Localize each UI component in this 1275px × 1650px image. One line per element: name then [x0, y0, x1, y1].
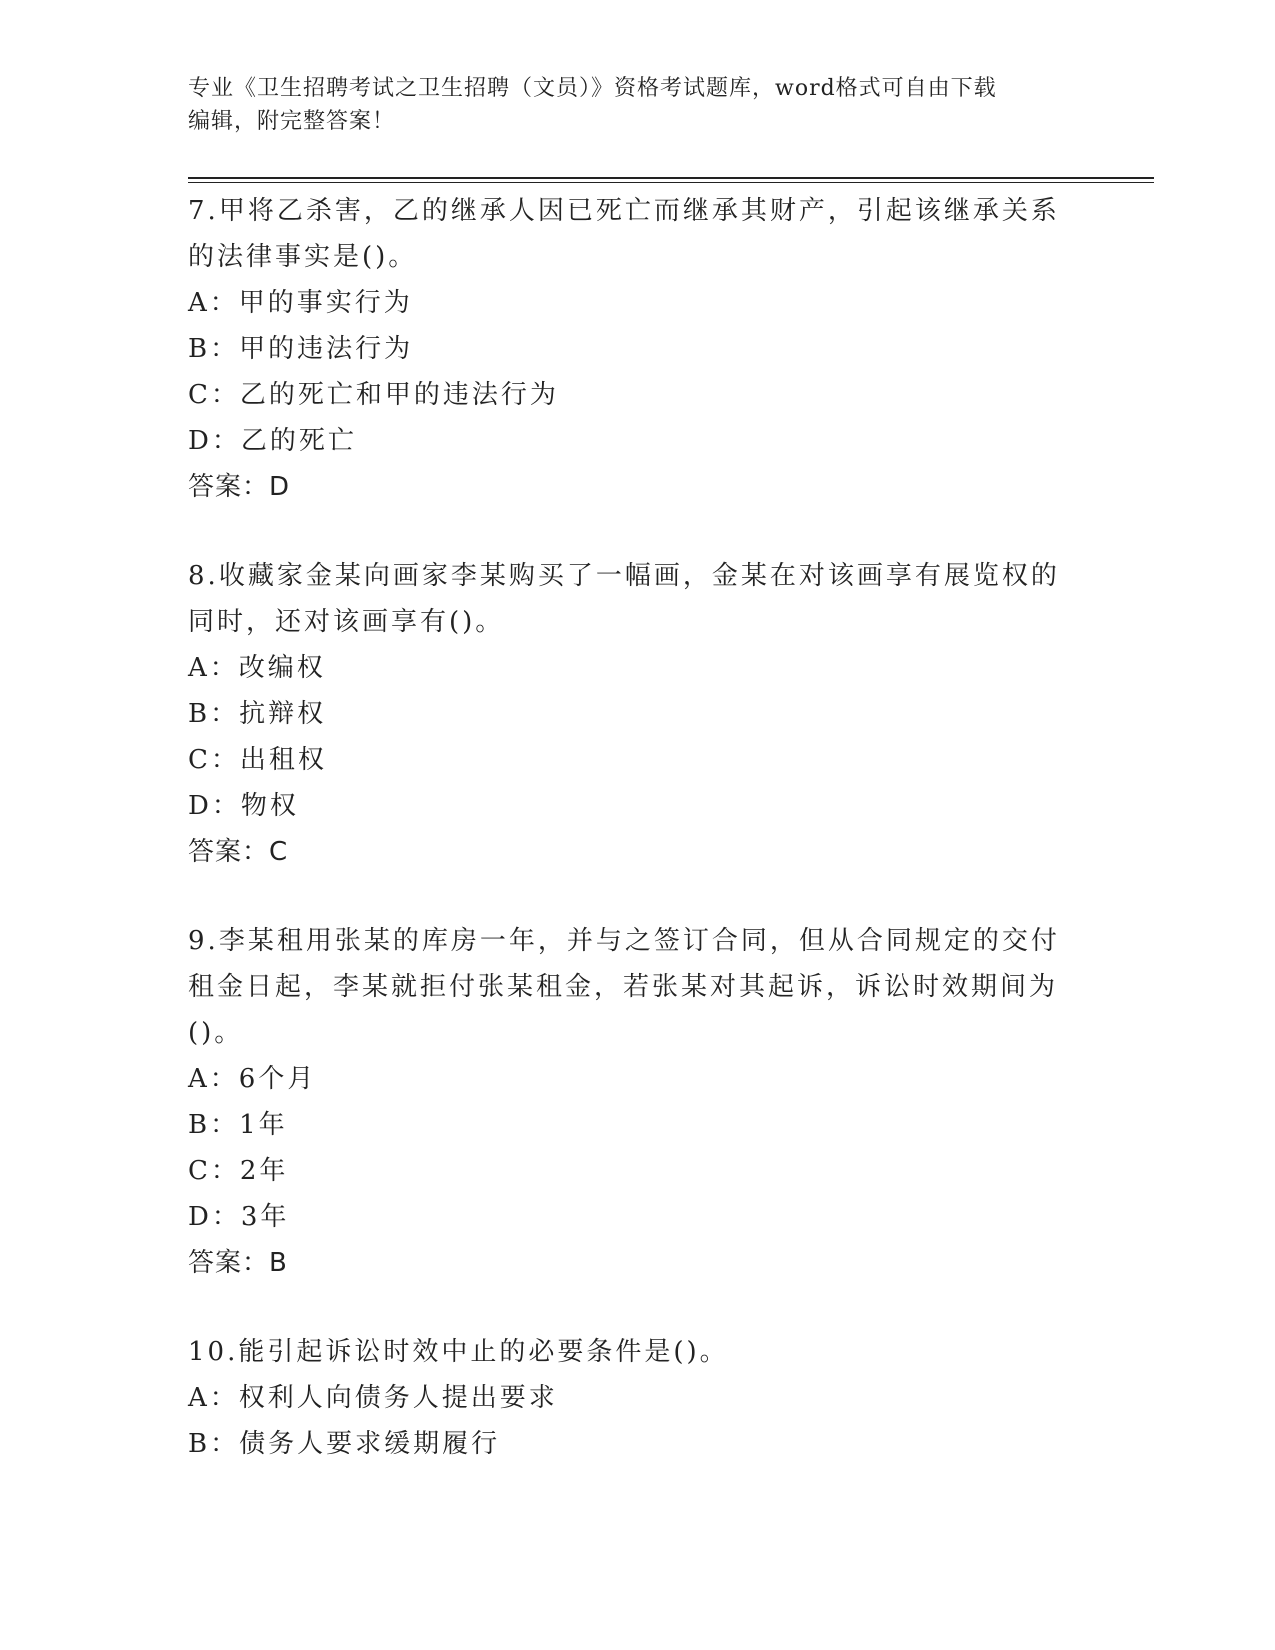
question-stem [188, 553, 1068, 645]
question-10 [188, 1329, 1068, 1467]
question-text-line-1: 收藏家金某向画家李某购买了一幅画，金某在对该画享有展览权的 [218, 561, 1060, 591]
header-divider-thick [188, 177, 1154, 179]
header-line-1: 专业《卫生招聘考试之卫生招聘（文员）》资格考试题库，word格式可自由下载 [188, 76, 997, 101]
question-text-line-2: 同时，还对该画享有()。 [188, 607, 505, 637]
option-a: A：6个月 [188, 1064, 317, 1094]
option-b: B：债务人要求缓期履行 [188, 1429, 501, 1459]
question-text-line-1: 李某租用张某的库房一年，并与之签订合同，但从合同规定的交付 [218, 926, 1060, 956]
question-list [188, 188, 1068, 1467]
question-8 [188, 553, 1068, 875]
question-number: 10. [188, 1337, 239, 1367]
question-stem [188, 188, 1068, 280]
option-a: A：改编权 [188, 653, 326, 683]
question-stem [188, 1329, 1068, 1375]
option-c: C：出租权 [188, 745, 327, 775]
option-a: A：权利人向债务人提出要求 [188, 1383, 558, 1413]
option-d: D：乙的死亡 [188, 426, 357, 456]
option-b: B：甲的违法行为 [188, 334, 414, 364]
option-b: B：1年 [188, 1110, 288, 1140]
question-text-line-2: 租金日起，李某就拒付张某租金，若张某对其起诉，诉讼时效期间为 [188, 972, 1059, 1002]
question-text-line-3: ()。 [188, 1018, 244, 1048]
document-header [188, 72, 1068, 138]
question-stem [188, 918, 1068, 1056]
option-d: D：物权 [188, 791, 299, 821]
question-9 [188, 918, 1068, 1286]
header-line-2: 编辑，附完整答案！ [188, 109, 396, 134]
option-b: B：抗辩权 [188, 699, 327, 729]
question-number: 9. [188, 926, 219, 956]
option-d: D：3年 [188, 1202, 290, 1232]
option-c: C：乙的死亡和甲的违法行为 [188, 380, 559, 410]
question-number: 7. [188, 196, 219, 226]
answer: 答案：C [188, 837, 289, 867]
answer: 答案：B [188, 1248, 288, 1278]
question-7 [188, 188, 1068, 510]
question-text-line-2: 的法律事实是()。 [188, 242, 418, 272]
answer: 答案：D [188, 472, 291, 502]
option-c: C：2年 [188, 1156, 289, 1186]
question-text-line-1: 甲将乙杀害，乙的继承人因已死亡而继承其财产，引起该继承关系 [218, 196, 1060, 226]
question-text-line-1: 能引起诉讼时效中止的必要条件是()。 [238, 1337, 729, 1367]
header-divider-thin [188, 182, 1154, 183]
question-number: 8. [188, 561, 219, 591]
option-a: A：甲的事实行为 [188, 288, 413, 318]
